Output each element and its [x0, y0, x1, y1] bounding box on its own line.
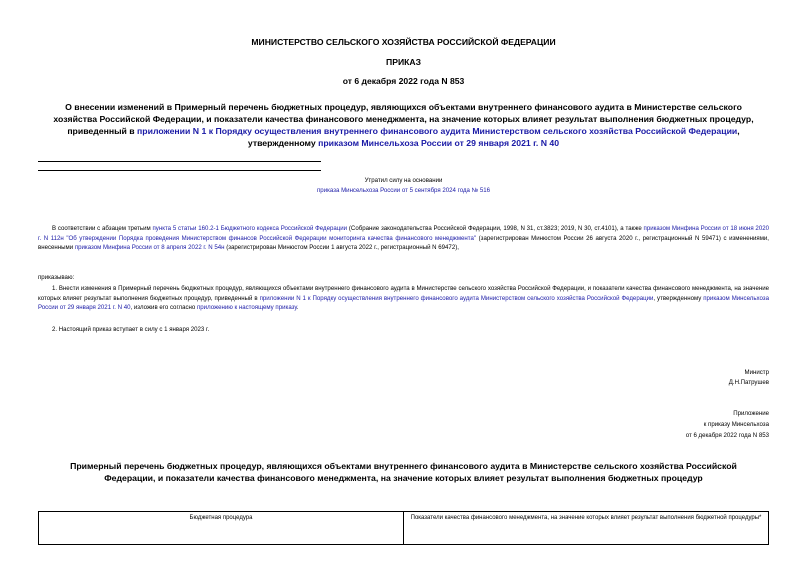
- item1-text-3: , изложив его согласно: [130, 304, 197, 312]
- order-word: приказываю:: [38, 274, 75, 281]
- expired-link[interactable]: приказа Минсельхоза России от 5 сентября 2024 года № 516: [317, 187, 490, 194]
- appendix-date: от 6 декабря 2022 года N 853: [685, 432, 769, 439]
- table-header-procedure: Бюджетная процедура: [39, 512, 404, 545]
- title-text: О внесении изменений в Примерный перечень бюджетных процедур, являющихся объектами внутреннего финансового аудита в Министерстве сельского хозяйства Российской Федерации, и показатели качества финансового менеджмента, на значение которых влияет результат выполнения бюджетных процедур, приведенный в: [53, 102, 754, 136]
- table-header-indicators: Показатели качества финансового менеджмента, на значение которых влияет результат выполнения бюджетной процедуры*: [404, 512, 769, 545]
- signature-name: Д.Н.Патрушев: [728, 379, 769, 386]
- minfin-amend-link[interactable]: приказом Минфина России от 8 апреля 2022 г. N 54н: [74, 244, 225, 252]
- item1-text-4: .: [296, 304, 299, 312]
- appendix-to-order: к приказу Минсельхоза: [703, 421, 769, 428]
- budget-code-link[interactable]: пункта 5 статьи 160.2-1 Бюджетного кодекса Российской Федерации: [152, 225, 348, 232]
- procedures-table: [38, 511, 769, 545]
- title-link-appendix[interactable]: приложении N 1 к Порядку осуществления внутреннего финансового аудита Министерством сельского хозяйства Российской Федерации: [137, 126, 738, 136]
- preamble-text-4: (зарегистрирован Минюстом России 1 августа 2022 г., регистрационный N 69472),: [224, 244, 459, 252]
- preamble-text-2: (Собрание законодательства Российской Федерации, 1998, N 31, ст.3823; 2019, N 30, ст.4101), а также: [347, 225, 644, 232]
- signature-position: Министр: [744, 369, 769, 376]
- expired-note: Утратил силу на основании: [364, 177, 443, 184]
- document-title: [50, 101, 757, 149]
- item1-text-2: , утвержденному: [653, 294, 704, 302]
- ministry-heading: МИНИСТЕРСТВО СЕЛЬСКОГО ХОЗЯЙСТВА РОССИЙСКОЙ ФЕДЕРАЦИИ: [251, 37, 556, 47]
- doc-date-number: от 6 декабря 2022 года N 853: [342, 76, 465, 86]
- preamble-text: В соответствии с абзацем третьим: [52, 225, 153, 232]
- divider-bottom: [38, 170, 321, 171]
- divider-top: [38, 161, 321, 162]
- item1-text: 1. Внести изменения в Примерный перечень бюджетных процедур, являющихся объектами внутреннего финансового аудита в Министерстве сельского хозяйства Российской Федерации, и показатели качества финансового менеджмента, на значение которых влияет результат выполнения бюджетных процедур, приведенный в: [38, 285, 769, 302]
- appendix-label: Приложение: [733, 410, 769, 417]
- minfin-order-link[interactable]: приказом Минфина России от 18 июня 2020 г. N 112н "Об утверждении Порядка проведения Министерством финансов Российской Федерации мониторинга качества финансового менеджмента": [38, 225, 769, 242]
- item-1: [38, 284, 769, 313]
- item-2: 2. Настоящий приказ вступает в силу с 1 января 2023 г.: [52, 326, 210, 333]
- item1-appendix-link[interactable]: приложении N 1 к Порядку осуществления внутреннего финансового аудита Министерством сельского хозяйства Российской Федерации: [259, 294, 654, 302]
- appendix-title: Примерный перечень бюджетных процедур, являющихся объектами внутреннего финансового аудита в Министерстве сельского хозяйства Российской Федерации, и показатели качества финансового менеджмента, на значение которых влияет результат выполнения бюджетных процедур: [70, 461, 737, 483]
- table-header-row: [39, 512, 769, 545]
- title-link-order[interactable]: приказом Минсельхоза России от 29 января 2021 г. N 40: [318, 138, 560, 148]
- item1-order-link[interactable]: приказом Минсельхоза России от 29 января 2021 г. N 40: [38, 294, 769, 312]
- preamble-text-3: (зарегистрирован Минюстом России 26 августа 2020 г., регистрационный N 59471) с изменениями, внесенными: [38, 234, 769, 252]
- preamble-paragraph: [38, 224, 769, 253]
- doc-type: ПРИКАЗ: [386, 57, 421, 67]
- title-text-2: , утвержденному: [247, 126, 740, 148]
- item1-annex-link[interactable]: приложению к настоящему приказу: [196, 304, 297, 312]
